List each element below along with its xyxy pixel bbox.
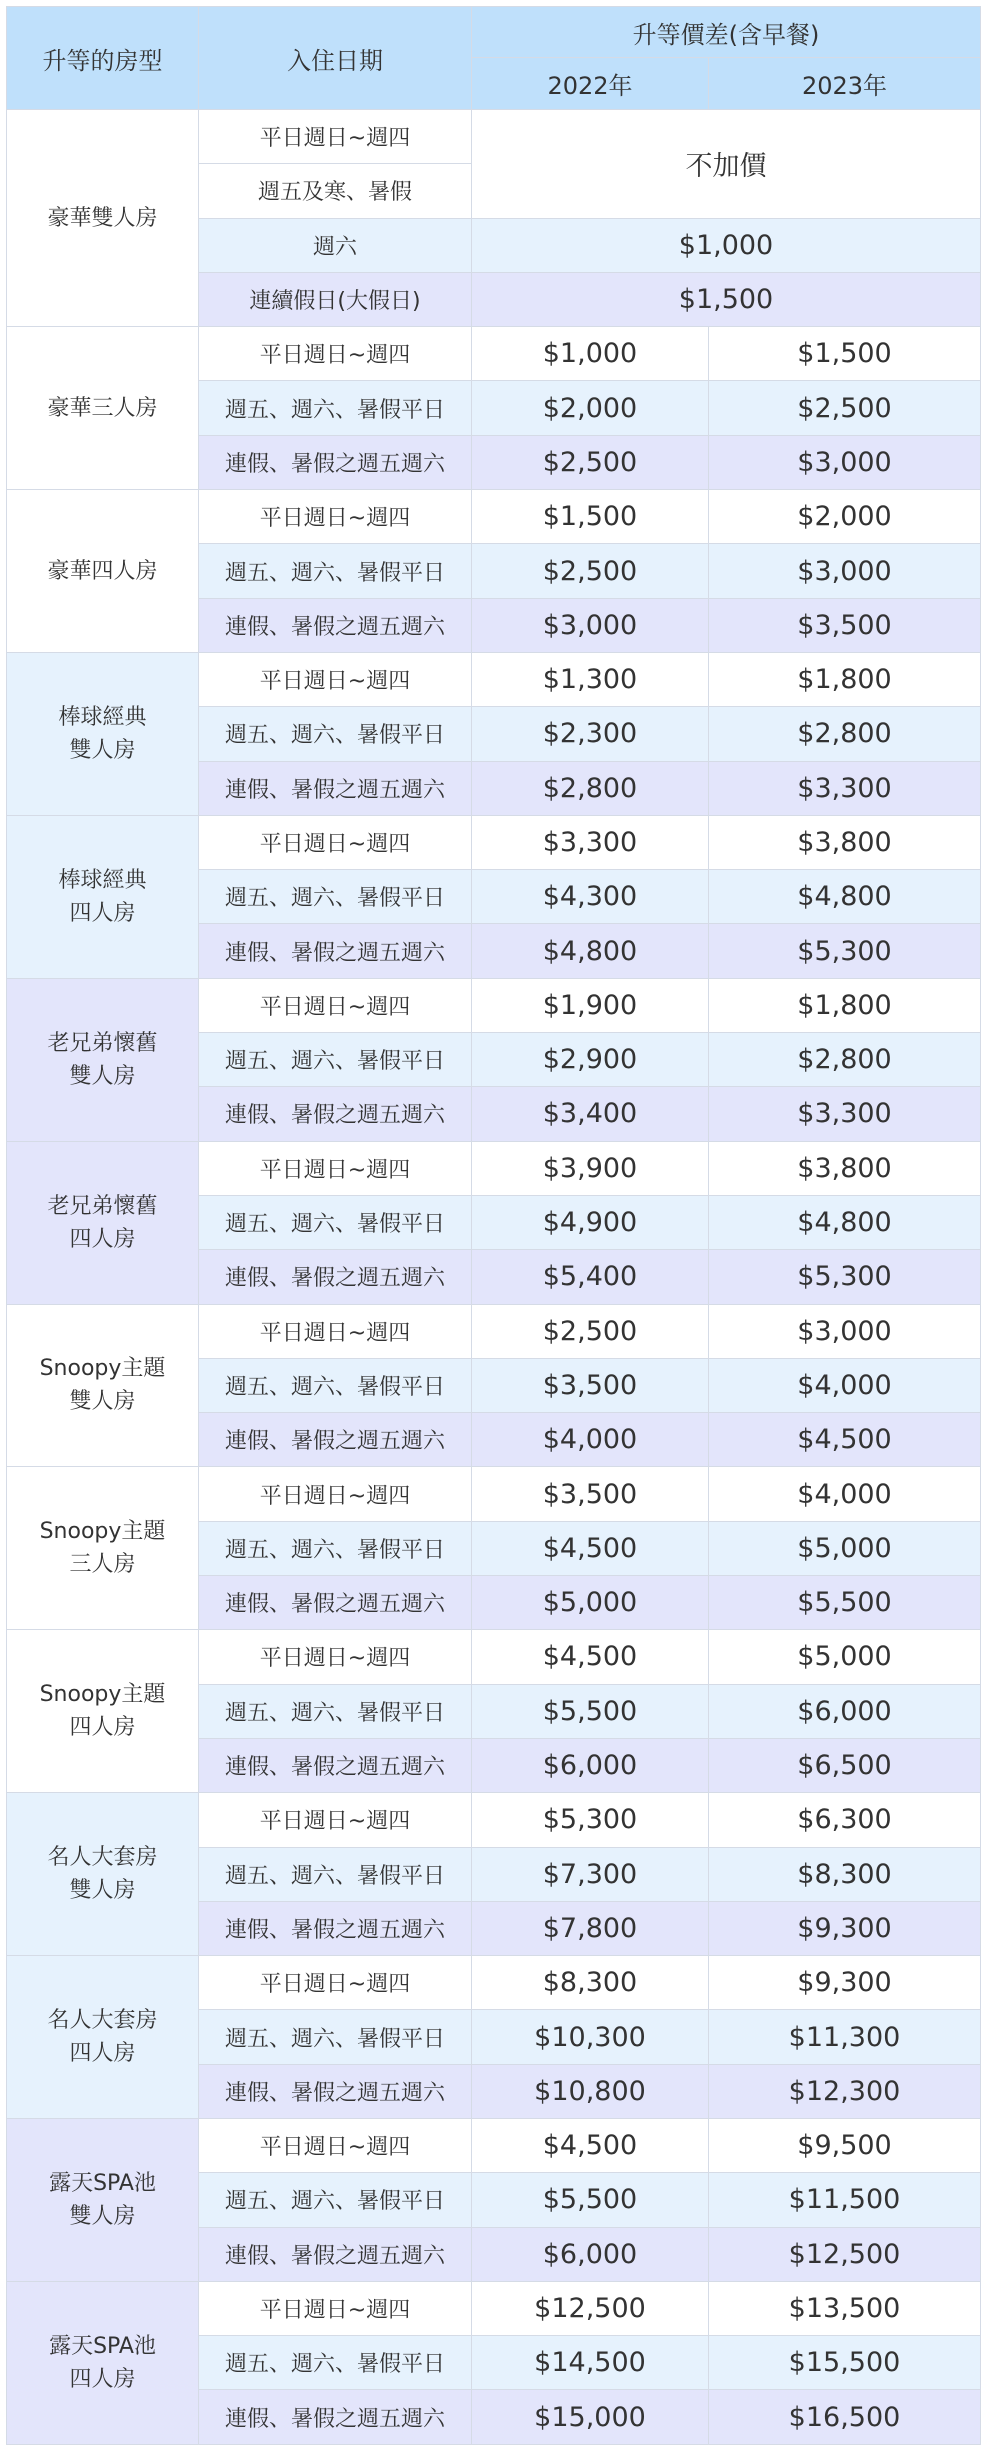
price-2022-cell: $4,300 [472, 870, 709, 924]
room-type-cell: 老兄弟懷舊 雙人房 [7, 978, 199, 1141]
price-2023-cell: $2,800 [709, 1033, 981, 1087]
price-2022-cell: $4,000 [472, 1413, 709, 1467]
checkin-date-cell: 連續假日(大假日) [199, 272, 472, 326]
price-2023-cell: $3,800 [709, 1141, 981, 1195]
price-cell-shared: $1,500 [472, 272, 981, 326]
price-2022-cell: $3,400 [472, 1087, 709, 1141]
price-2022-cell: $6,000 [472, 2227, 709, 2281]
price-2023-cell: $13,500 [709, 2281, 981, 2335]
no-extra-charge-cell: 不加價 [472, 110, 981, 219]
price-2023-cell: $8,300 [709, 1847, 981, 1901]
price-2023-cell: $11,500 [709, 2173, 981, 2227]
checkin-date-cell: 連假、暑假之週五週六 [199, 2390, 472, 2444]
room-type-cell: 老兄弟懷舊 四人房 [7, 1141, 199, 1304]
room-type-cell: 露天SPA池 四人房 [7, 2281, 199, 2444]
checkin-date-cell: 週五、週六、暑假平日 [199, 1847, 472, 1901]
price-2023-cell: $9,500 [709, 2118, 981, 2172]
price-2022-cell: $6,000 [472, 1738, 709, 1792]
price-2023-cell: $11,300 [709, 2010, 981, 2064]
checkin-date-cell: 平日週日~週四 [199, 490, 472, 544]
price-2023-cell: $4,000 [709, 1467, 981, 1521]
price-2022-cell: $4,900 [472, 1195, 709, 1249]
header-room-type: 升等的房型 [7, 7, 199, 110]
checkin-date-cell: 平日週日~週四 [199, 652, 472, 706]
checkin-date-cell: 平日週日~週四 [199, 1793, 472, 1847]
upgrade-price-table [6, 6, 981, 2445]
price-2023-cell: $15,500 [709, 2336, 981, 2390]
table-row [7, 815, 981, 869]
price-2023-cell: $2,500 [709, 381, 981, 435]
checkin-date-cell: 週五、週六、暑假平日 [199, 544, 472, 598]
price-2022-cell: $15,000 [472, 2390, 709, 2444]
price-cell-shared: $1,000 [472, 218, 981, 272]
table-row [7, 2281, 981, 2335]
room-type-cell: Snoopy主題 三人房 [7, 1467, 199, 1630]
table-row [7, 110, 981, 164]
checkin-date-cell: 週五、週六、暑假平日 [199, 1195, 472, 1249]
price-2022-cell: $3,300 [472, 815, 709, 869]
room-type-cell: 名人大套房 雙人房 [7, 1793, 199, 1956]
table-row [7, 490, 981, 544]
price-2022-cell: $7,300 [472, 1847, 709, 1901]
table-row [7, 2118, 981, 2172]
price-table-container [6, 6, 980, 2445]
price-2023-cell: $4,800 [709, 870, 981, 924]
room-type-cell: Snoopy主題 雙人房 [7, 1304, 199, 1467]
room-type-cell: 豪華四人房 [7, 490, 199, 653]
price-2022-cell: $2,300 [472, 707, 709, 761]
table-header [7, 7, 981, 110]
checkin-date-cell: 平日週日~週四 [199, 1141, 472, 1195]
price-2022-cell: $4,500 [472, 1630, 709, 1684]
price-2022-cell: $2,800 [472, 761, 709, 815]
checkin-date-cell: 連假、暑假之週五週六 [199, 2064, 472, 2118]
checkin-date-cell: 週五、週六、暑假平日 [199, 707, 472, 761]
price-2022-cell: $2,500 [472, 1304, 709, 1358]
price-2023-cell: $9,300 [709, 1956, 981, 2010]
checkin-date-cell: 連假、暑假之週五週六 [199, 598, 472, 652]
price-2022-cell: $14,500 [472, 2336, 709, 2390]
header-year-2023: 2023年 [709, 58, 981, 110]
checkin-date-cell: 連假、暑假之週五週六 [199, 1087, 472, 1141]
checkin-date-cell: 連假、暑假之週五週六 [199, 1738, 472, 1792]
table-row [7, 652, 981, 706]
price-2022-cell: $4,800 [472, 924, 709, 978]
price-2022-cell: $5,400 [472, 1250, 709, 1304]
price-2023-cell: $3,300 [709, 1087, 981, 1141]
price-2023-cell: $2,000 [709, 490, 981, 544]
checkin-date-cell: 週五、週六、暑假平日 [199, 870, 472, 924]
checkin-date-cell: 週六 [199, 218, 472, 272]
table-row [7, 978, 981, 1032]
price-2023-cell: $5,000 [709, 1630, 981, 1684]
price-2023-cell: $6,300 [709, 1793, 981, 1847]
table-row [7, 327, 981, 381]
price-2023-cell: $3,000 [709, 435, 981, 489]
checkin-date-cell: 週五、週六、暑假平日 [199, 1684, 472, 1738]
price-2023-cell: $5,500 [709, 1576, 981, 1630]
price-2023-cell: $6,000 [709, 1684, 981, 1738]
room-type-cell: 豪華雙人房 [7, 110, 199, 327]
checkin-date-cell: 平日週日~週四 [199, 327, 472, 381]
checkin-date-cell: 連假、暑假之週五週六 [199, 2227, 472, 2281]
room-type-cell: Snoopy主題 四人房 [7, 1630, 199, 1793]
checkin-date-cell: 週五、週六、暑假平日 [199, 2336, 472, 2390]
price-2022-cell: $2,500 [472, 435, 709, 489]
price-2023-cell: $3,000 [709, 544, 981, 598]
checkin-date-cell: 週五、週六、暑假平日 [199, 1033, 472, 1087]
price-2022-cell: $1,500 [472, 490, 709, 544]
checkin-date-cell: 週五、週六、暑假平日 [199, 2173, 472, 2227]
price-2023-cell: $3,000 [709, 1304, 981, 1358]
price-2022-cell: $5,000 [472, 1576, 709, 1630]
checkin-date-cell: 平日週日~週四 [199, 2281, 472, 2335]
price-2023-cell: $3,800 [709, 815, 981, 869]
price-2023-cell: $9,300 [709, 1901, 981, 1955]
room-type-cell: 露天SPA池 雙人房 [7, 2118, 199, 2281]
price-2023-cell: $3,300 [709, 761, 981, 815]
checkin-date-cell: 連假、暑假之週五週六 [199, 761, 472, 815]
price-2023-cell: $1,800 [709, 978, 981, 1032]
checkin-date-cell: 週五、週六、暑假平日 [199, 2010, 472, 2064]
price-2022-cell: $3,500 [472, 1358, 709, 1412]
table-row [7, 1467, 981, 1521]
price-2023-cell: $16,500 [709, 2390, 981, 2444]
table-row [7, 1304, 981, 1358]
price-2022-cell: $3,500 [472, 1467, 709, 1521]
checkin-date-cell: 連假、暑假之週五週六 [199, 1901, 472, 1955]
checkin-date-cell: 平日週日~週四 [199, 815, 472, 869]
price-2022-cell: $5,300 [472, 1793, 709, 1847]
price-2022-cell: $1,300 [472, 652, 709, 706]
price-2022-cell: $1,000 [472, 327, 709, 381]
checkin-date-cell: 連假、暑假之週五週六 [199, 1576, 472, 1630]
room-type-cell: 棒球經典 四人房 [7, 815, 199, 978]
checkin-date-cell: 週五、週六、暑假平日 [199, 1521, 472, 1575]
table-row [7, 1956, 981, 2010]
checkin-date-cell: 連假、暑假之週五週六 [199, 1413, 472, 1467]
price-2023-cell: $5,300 [709, 1250, 981, 1304]
price-2022-cell: $3,900 [472, 1141, 709, 1195]
checkin-date-cell: 平日週日~週四 [199, 1630, 472, 1684]
checkin-date-cell: 平日週日~週四 [199, 1467, 472, 1521]
header-checkin-date: 入住日期 [199, 7, 472, 110]
price-2022-cell: $10,300 [472, 2010, 709, 2064]
price-2023-cell: $4,500 [709, 1413, 981, 1467]
price-2022-cell: $4,500 [472, 2118, 709, 2172]
price-2023-cell: $4,000 [709, 1358, 981, 1412]
price-2023-cell: $6,500 [709, 1738, 981, 1792]
price-2022-cell: $1,900 [472, 978, 709, 1032]
checkin-date-cell: 連假、暑假之週五週六 [199, 1250, 472, 1304]
price-2023-cell: $2,800 [709, 707, 981, 761]
room-type-cell: 名人大套房 四人房 [7, 1956, 199, 2119]
header-price-diff: 升等價差(含早餐) [472, 7, 981, 58]
room-type-cell: 棒球經典 雙人房 [7, 652, 199, 815]
price-2022-cell: $2,500 [472, 544, 709, 598]
price-2022-cell: $10,800 [472, 2064, 709, 2118]
checkin-date-cell: 平日週日~週四 [199, 978, 472, 1032]
checkin-date-cell: 週五、週六、暑假平日 [199, 381, 472, 435]
table-row [7, 1141, 981, 1195]
price-2022-cell: $7,800 [472, 1901, 709, 1955]
price-2023-cell: $5,000 [709, 1521, 981, 1575]
price-2023-cell: $3,500 [709, 598, 981, 652]
price-2023-cell: $1,500 [709, 327, 981, 381]
checkin-date-cell: 平日週日~週四 [199, 2118, 472, 2172]
price-2023-cell: $4,800 [709, 1195, 981, 1249]
price-2022-cell: $4,500 [472, 1521, 709, 1575]
table-body [7, 110, 981, 2445]
checkin-date-cell: 平日週日~週四 [199, 110, 472, 164]
price-2022-cell: $5,500 [472, 2173, 709, 2227]
price-2023-cell: $5,300 [709, 924, 981, 978]
price-2022-cell: $5,500 [472, 1684, 709, 1738]
checkin-date-cell: 週五及寒、暑假 [199, 164, 472, 218]
price-2022-cell: $3,000 [472, 598, 709, 652]
price-2022-cell: $8,300 [472, 1956, 709, 2010]
checkin-date-cell: 連假、暑假之週五週六 [199, 924, 472, 978]
header-year-2022: 2022年 [472, 58, 709, 110]
price-2023-cell: $12,500 [709, 2227, 981, 2281]
checkin-date-cell: 平日週日~週四 [199, 1956, 472, 2010]
price-2022-cell: $2,900 [472, 1033, 709, 1087]
checkin-date-cell: 連假、暑假之週五週六 [199, 435, 472, 489]
price-2022-cell: $2,000 [472, 381, 709, 435]
room-type-cell: 豪華三人房 [7, 327, 199, 490]
price-2023-cell: $1,800 [709, 652, 981, 706]
checkin-date-cell: 平日週日~週四 [199, 1304, 472, 1358]
table-row [7, 1793, 981, 1847]
price-2023-cell: $12,300 [709, 2064, 981, 2118]
table-row [7, 1630, 981, 1684]
price-2022-cell: $12,500 [472, 2281, 709, 2335]
checkin-date-cell: 週五、週六、暑假平日 [199, 1358, 472, 1412]
